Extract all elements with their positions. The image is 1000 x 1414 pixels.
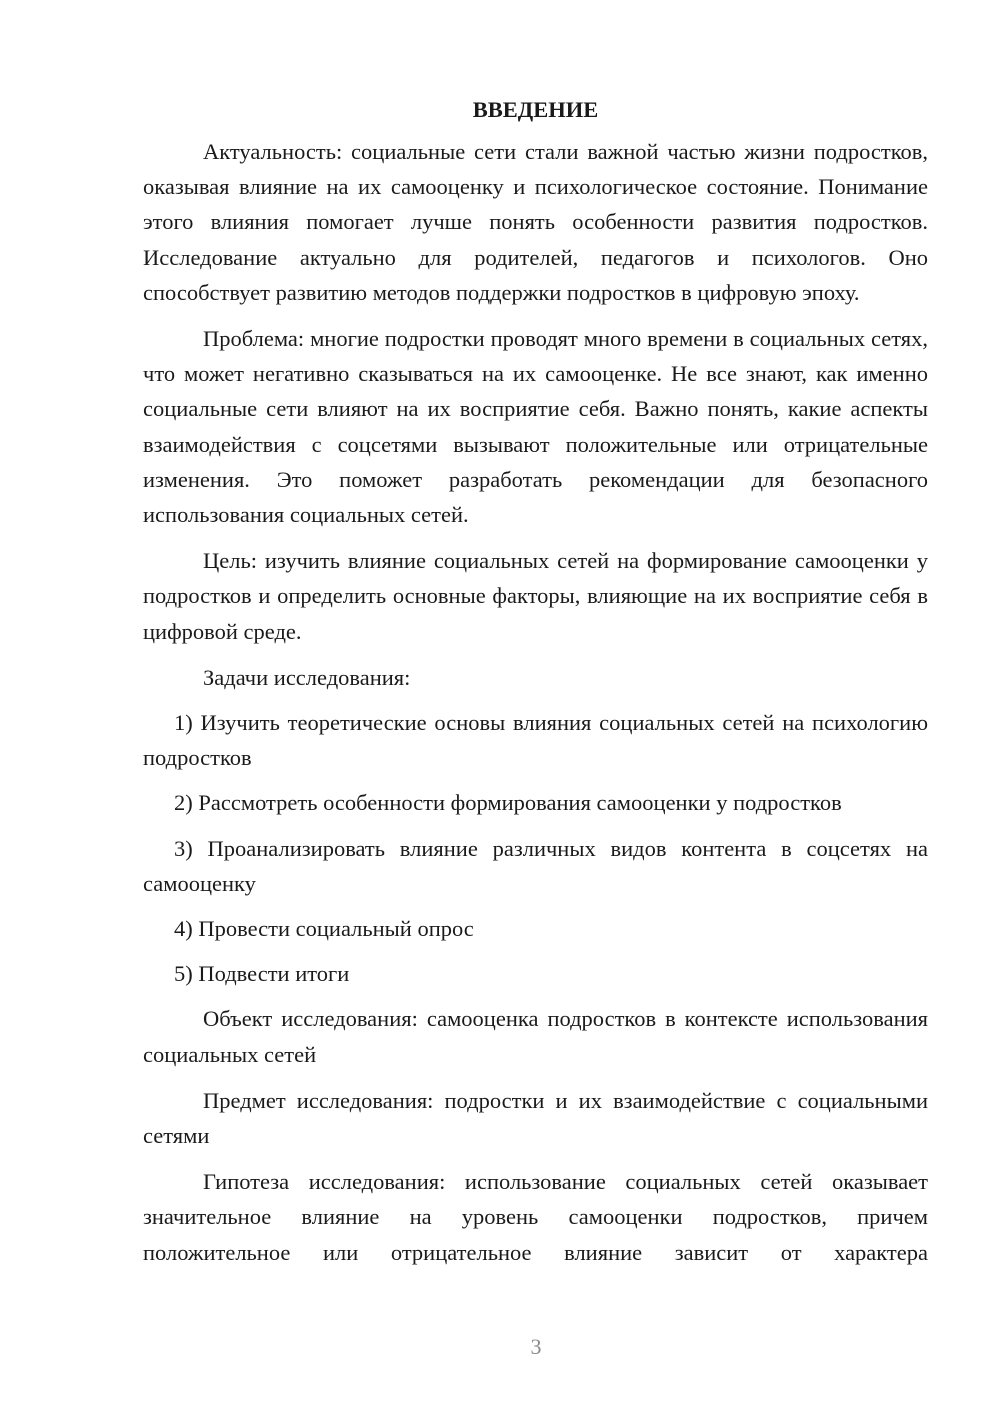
task-item-5: 5) Подвести итоги	[174, 961, 350, 987]
relevance-paragraph: Актуальность: социальные сети стали важной частью жизни подростков, оказывая влияние на их самооценку и психологическое состояние. Понимание этого влияния помогает лучше понять особенности развития подростков. Исследование актуально для родителей, педагогов и психологов. Оно способствует развитию методов поддержки подростков в цифровую эпоху.	[143, 139, 928, 305]
tasks-heading: Задачи исследования:	[203, 664, 411, 690]
document-page	[143, 92, 928, 1270]
task-item-1: 1) Изучить теоретические основы влияния социальных сетей на психологию подростков	[143, 710, 928, 771]
section-title: ВВЕДЕНИЕ	[472, 97, 599, 122]
task-item-2: 2) Рассмотреть особенности формирования самооценки у подростков	[174, 790, 842, 816]
problem-paragraph: Проблема: многие подростки проводят много времени в социальных сетях, что может негативно сказываться на их самооценке. Не все знают, как именно социальные сети влияют на их восприятие себя. Важно понять, какие аспекты взаимодействия с соцсетями вызывают положительные или отрицательные изменения. Это поможет разработать рекомендации для безопасного использования социальных сетей.	[143, 326, 928, 528]
hypothesis-paragraph: Гипотеза исследования: использование социальных сетей оказывает значительное влияние на уровень самооценки подростков, причем положительное или отрицательное влияние зависит от характера	[143, 1169, 928, 1265]
page-number: 3	[530, 1334, 542, 1359]
task-item-3: 3) Проанализировать влияние различных видов контента в соцсетях на самооценку	[143, 835, 928, 896]
object-paragraph: Объект исследования: самооценка подростков в контексте использования социальных сетей	[143, 1006, 928, 1067]
subject-paragraph: Предмет исследования: подростки и их взаимодействие с социальными сетями	[143, 1087, 928, 1149]
task-item-4: 4) Провести социальный опрос	[174, 916, 474, 942]
goal-paragraph: Цель: изучить влияние социальных сетей на формирование самооценки у подростков и определить основные факторы, влияющие на их восприятие себя в цифровой среде.	[143, 548, 928, 644]
